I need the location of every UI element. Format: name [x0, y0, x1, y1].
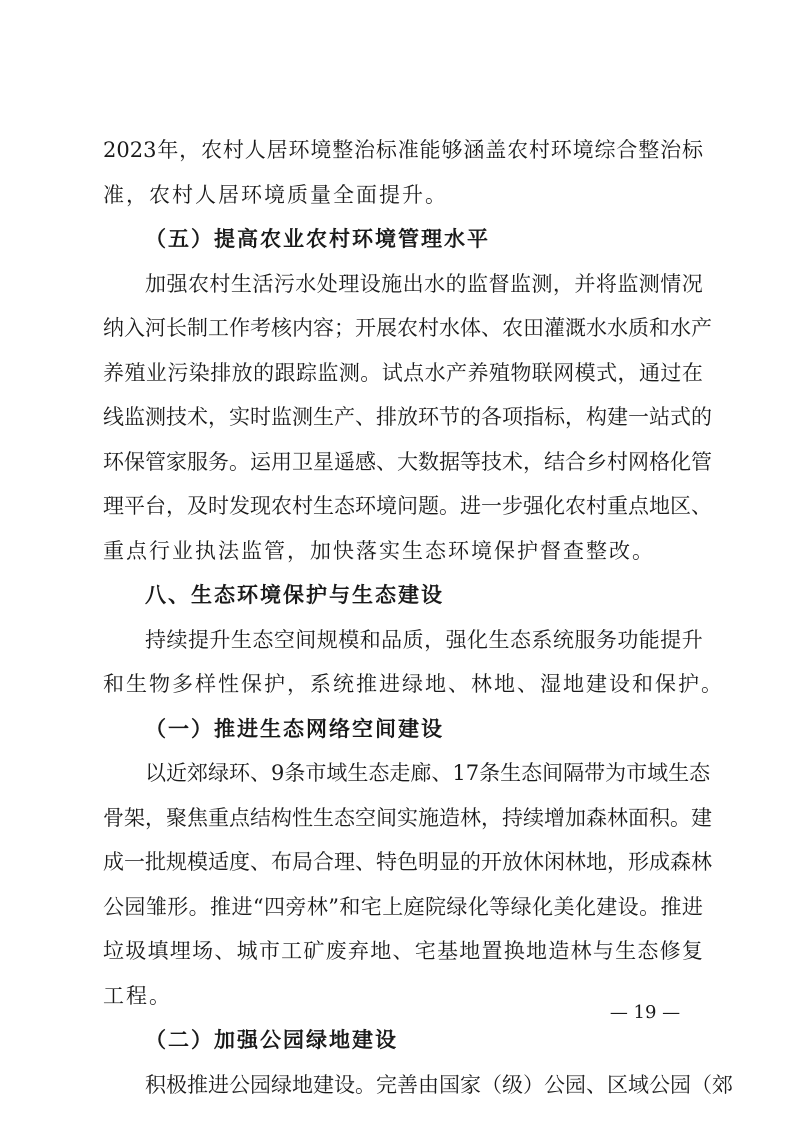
section-heading-line: 八、生态环境保护与生态建设 [145, 583, 444, 607]
page-number: — 19 — [609, 1002, 681, 1023]
text-line: 以 近 郊 绿 环 、 9 条 市 域 生 态 走 廊 、 17 条 生 态 间 隔 带 为 市 域 生 态 [145, 761, 711, 785]
text-line: 理 平 台 ， 及 时 发 现 农 村 生 态 环 境 问 题 。 进 一 步 强 化 农 村 重 点 地 区 、 [103, 494, 712, 518]
text-line: 纳 入 河 长 制 工 作 考 核 内 容 ； 开 展 农 村 水 体 、 农 田 灌 溉 水 水 质 和 水 产 [103, 316, 712, 340]
text-line: 骨 架 ， 聚 焦 重 点 结 构 性 生 态 空 间 实 施 造 林 ， 持 续 增 加 森 林 面 积 。 建 [103, 805, 712, 830]
text-line: 公 园 雏 形 。 推 进 “ 四 旁 林 ” 和 宅 上 庭 院 绿 化 等 绿 化 美 化 建 设 。 推 进 [103, 894, 703, 919]
text-line: 成 一 批 规 模 适 度 、 布 局 合 理 、 特 色 明 显 的 开 放 休 闲 林 地 ， 形 成 森 林 [103, 850, 712, 874]
text-line: 环 保 管 家 服 务 。 运 用 卫 星 遥 感 、 大 数 据 等 技 术 ， 结 合 乡 村 网 格 化 管 [103, 449, 712, 474]
text-line: 2023 年 ， 农 村 人 居 环 境 整 治 标 准 能 够 涵 盖 农 村 环 境 综 合 整 治 标 [103, 138, 703, 162]
text-line: 工程。 [103, 983, 172, 1008]
body-text [103, 128, 733, 1107]
text-line: 垃 圾 填 埋 场 、 城 市 工 矿 废 弃 地 、 宅 基 地 置 换 地 造 林 与 生 态 修 复 [103, 939, 703, 963]
text-line: 养 殖 业 污 染 排 放 的 跟 踪 监 测 。 试 点 水 产 养 殖 物 联 网 模 式 ， 通 过 在 [103, 360, 703, 385]
text-line: 线 监 测 技 术 ， 实 时 监 测 生 产 、 排 放 环 节 的 各 项 指 标 ， 构 建 一 站 式 的 [103, 405, 712, 429]
section-heading-line: （一）推进生态网络空间建设 [145, 715, 444, 741]
section-heading-line: （五）提高农业农村环境管理水平 [145, 226, 490, 251]
text-line: 重点行业执法监管，加快落实生态环境保护督查整改。 [103, 538, 655, 563]
text-line: 持 续 提 升 生 态 空 间 规 模 和 品 质 ， 强 化 生 态 系 统 服 务 功 能 提 升 [145, 627, 703, 652]
section-heading-line: （二）加强公园绿地建设 [145, 1027, 398, 1052]
text-line: 加 强 农 村 生 活 污 水 处 理 设 施 出 水 的 监 督 监 测 ， 并 将 监 测 情 况 [145, 271, 703, 296]
text-line: 准，农村人居环境质量全面提升。 [103, 182, 448, 207]
text-line: 积 极 推 进 公 园 绿 地 建 设 。 完 善 由 国 家 （ 级 ） 公 园 、 区 域 公 园 （ 郊 [145, 1072, 733, 1097]
text-line: 和生物多样性保护，系统推进绿地、林地、湿地建设和保护。 [103, 672, 724, 696]
